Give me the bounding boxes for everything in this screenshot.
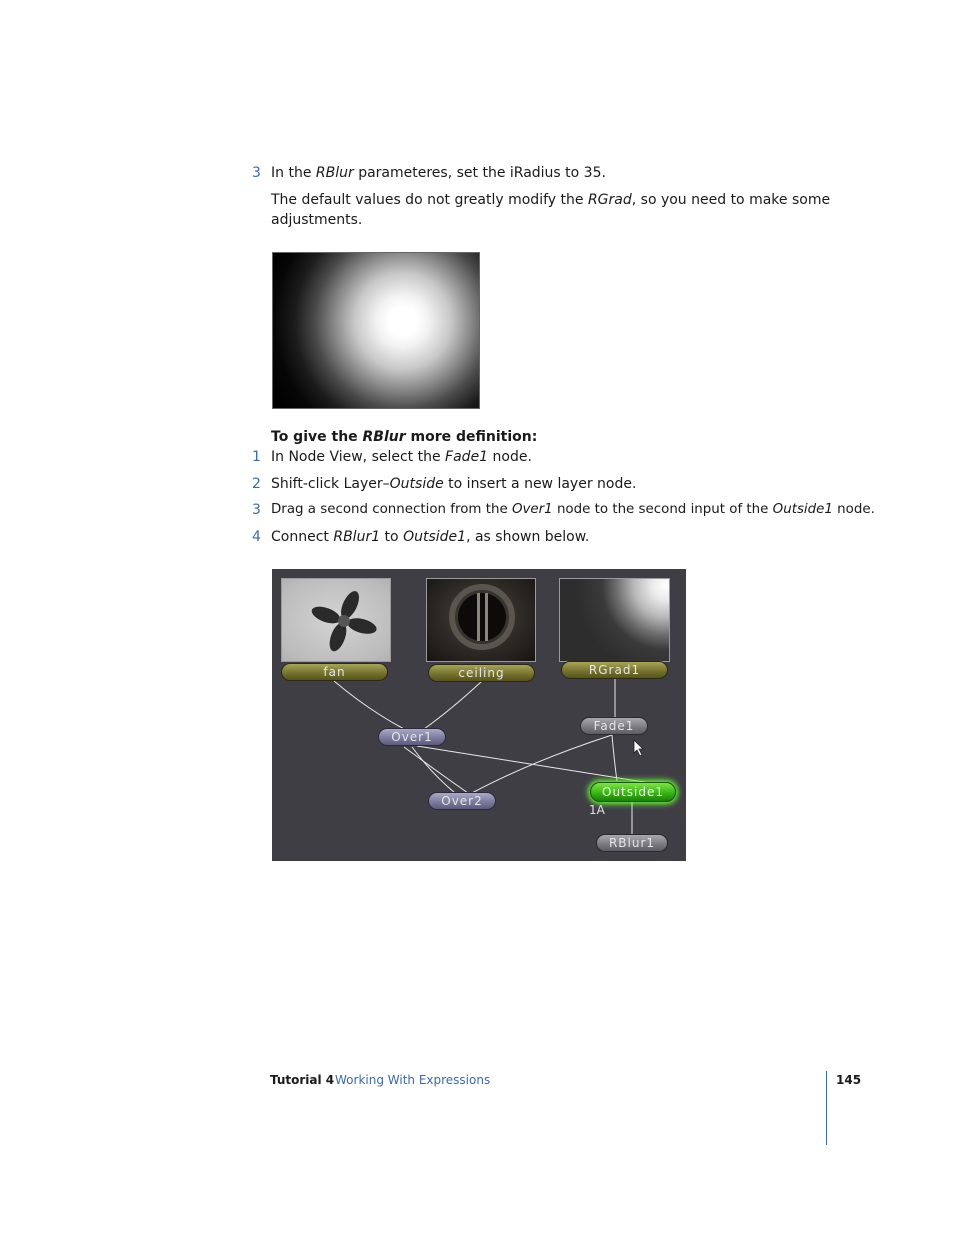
step-text-em: Fade1: [445, 449, 489, 465]
over1-node[interactable]: Over1: [378, 728, 446, 746]
wire-fade1-outside1: [612, 735, 617, 781]
step-number: 2: [252, 476, 261, 492]
step-text-part: In the: [271, 165, 316, 181]
fan-node[interactable]: fan: [281, 663, 388, 681]
footer-title: Working With Expressions: [335, 1073, 491, 1087]
rgrad-result-image: [272, 252, 480, 409]
rgrad1-thumbnail: [559, 578, 670, 662]
step-text-part: , as shown below.: [466, 529, 590, 545]
step-number: 3: [252, 502, 261, 518]
step-number: 1: [252, 449, 261, 465]
wire-fade1-over2: [472, 735, 612, 793]
step-text-em: RBlur1: [333, 529, 381, 545]
ceiling-vent-icon: [427, 579, 537, 663]
step-text: [271, 164, 606, 182]
step-text-part: In Node View, select the: [271, 449, 446, 465]
step-text-em: Outside: [389, 476, 444, 492]
procedure-heading: [271, 428, 537, 446]
ceiling-node[interactable]: ceiling: [428, 664, 535, 682]
rblur1-node[interactable]: RBlur1: [596, 834, 668, 852]
wire-ceiling-over1: [424, 681, 482, 729]
step-text: [271, 501, 875, 519]
paragraph-em: RGrad: [587, 192, 632, 208]
rgrad1-node[interactable]: RGrad1: [561, 661, 668, 679]
step-text-part: to insert a new layer node.: [443, 476, 637, 492]
step-text-part: Drag a second connection from the: [271, 502, 512, 517]
over2-node[interactable]: Over2: [428, 792, 496, 810]
footer-chapter: Tutorial 4: [270, 1073, 335, 1087]
fade1-node[interactable]: Fade1: [580, 717, 648, 735]
wire-over1-over2-b: [404, 747, 468, 793]
step-text-part: Connect: [271, 529, 334, 545]
heading-part: To give the: [271, 429, 363, 445]
heading-em: RBlur: [362, 429, 406, 445]
step-text-part: node to the second input of the: [552, 502, 773, 517]
node-view-screenshot: [272, 569, 686, 861]
heading-part: more definition:: [405, 429, 538, 445]
input-label: 1A: [589, 803, 605, 817]
paragraph-part: , so you need to make some: [631, 192, 831, 208]
step-text-em: Outside1: [403, 529, 467, 545]
step-text-part: parameteres, set the iRadius to 35.: [353, 165, 606, 181]
step-text: [271, 448, 532, 466]
step-text: [271, 528, 589, 546]
paragraph-line: adjustments.: [271, 212, 363, 228]
paragraph-part: The default values do not greatly modify the: [271, 192, 588, 208]
step-text-em: RBlur: [315, 165, 354, 181]
cursor-arrow-icon: [634, 740, 643, 756]
step-text-part: node.: [488, 449, 532, 465]
outside1-node[interactable]: Outside1: [590, 782, 676, 802]
footer-rule: [826, 1071, 827, 1145]
fan-thumbnail: [281, 578, 391, 662]
step-number: 3: [252, 165, 261, 181]
step-text-part: Shift-click Layer–: [271, 476, 390, 492]
fan-icon: [282, 579, 392, 663]
wire-fan-over1: [334, 681, 404, 729]
step-text-part: node.: [832, 502, 875, 517]
step-text-em: Outside1: [772, 502, 833, 517]
step-text-part: to: [380, 529, 404, 545]
step-number: 4: [252, 529, 261, 545]
wire-over1-over2-a: [412, 747, 455, 793]
step-text-em: Over1: [511, 502, 553, 517]
ceiling-thumbnail: [426, 578, 536, 662]
step-text: [271, 475, 636, 493]
paragraph-line: [271, 191, 830, 209]
page-number: 145: [836, 1073, 862, 1087]
